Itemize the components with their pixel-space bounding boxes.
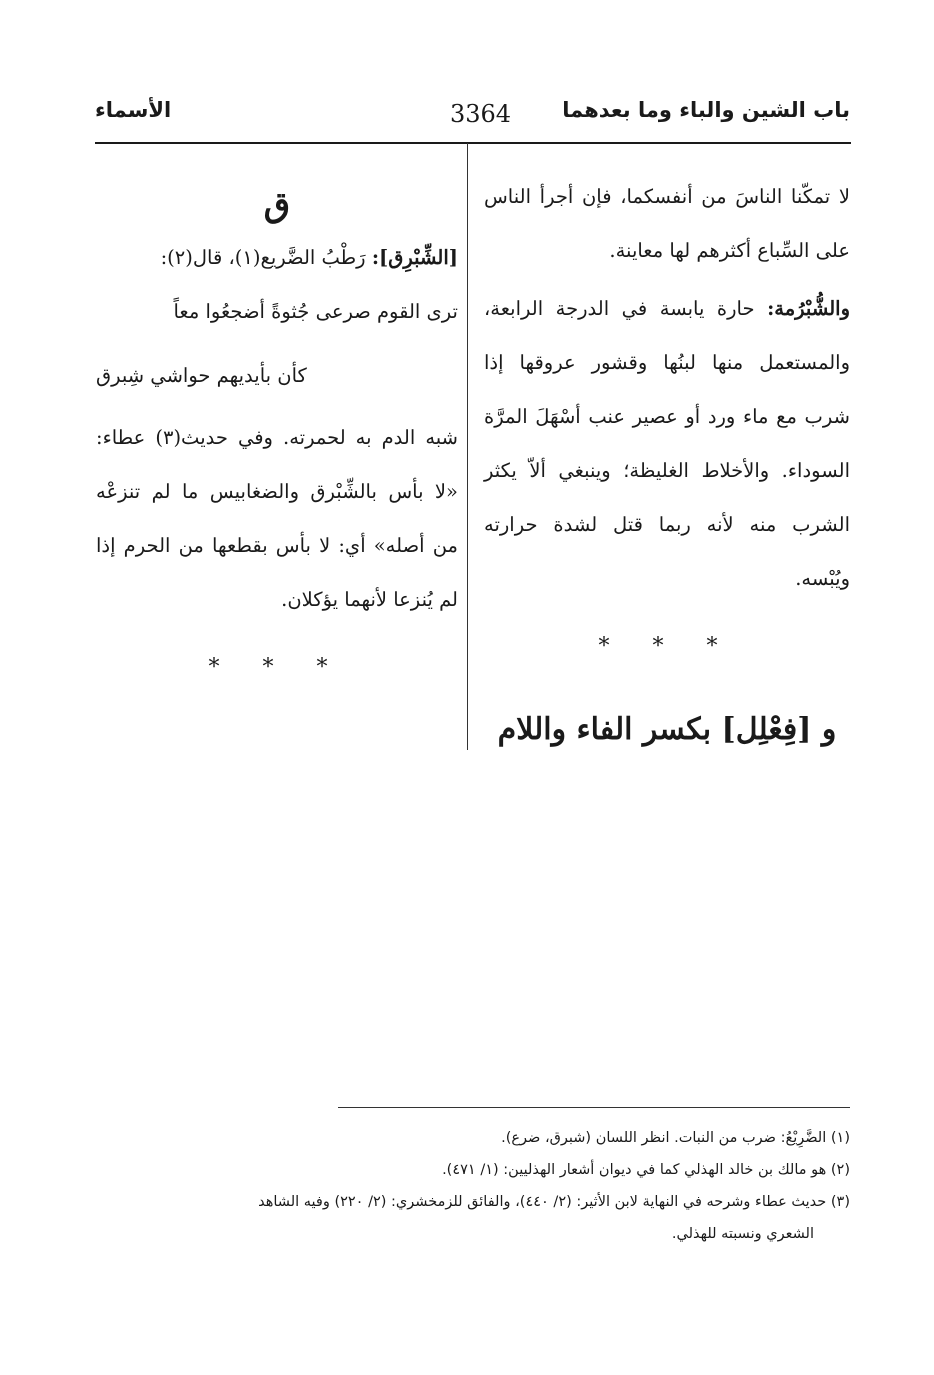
paragraph: شبه الدم به لحمرته. وفي حديث(٣) عطاء: «لا بأس بالشِّبْرق والضغابيس ما لم تنزعْه من أصله» أي: لا بأس بقطعها من الحرم إذا لم يُنزعا لأنهما يؤكلان. <box>96 426 458 611</box>
entry-term: [الشِّبْرِق]: <box>371 246 458 269</box>
section-heading: و [فِعْلِل] بكسر الفاء واللام <box>497 712 837 747</box>
entry-definition: رَطْبُ الضَّريع(١)، قال(٢): <box>160 246 372 269</box>
left-column <box>96 185 458 695</box>
section-title: الأسماء <box>95 98 172 122</box>
footnote-3-continued: الشعري ونسبته للهذلي. <box>671 1226 814 1242</box>
page-header <box>95 98 850 138</box>
entry-paragraph <box>96 231 458 285</box>
footnote-3: (٣) حديث عطاء وشرحه في النهاية لابن الأثير: (٢/ ٤٤٠)، والفائق للزمخشري: (٢/ ٢٢٠) وفيه الشاهد <box>258 1194 850 1210</box>
footnotes <box>96 1122 850 1250</box>
entry-term: والشُّبْرُمة: <box>767 297 850 320</box>
chapter-title: باب الشين والباء وما بعدهما <box>562 98 850 122</box>
verse-line-1: ترى القوم صرعى جُثوةً أضجعُوا معاً <box>173 300 458 323</box>
verse-line-2: كأن بأيديهم حواشي شِبرق <box>96 364 307 387</box>
footnote-1: (١) الضَّرِيْعُ: ضرب من النبات. انظر اللسان (شبرق، ضرع). <box>501 1130 850 1146</box>
letter-heading: ق <box>263 185 291 225</box>
header-divider <box>95 142 851 144</box>
entry-definition: حارة يابسة في الدرجة الرابعة، والمستعمل منها لبنُها وقشور عروقها إذا شرب مع ماء ورد أو عصير عنب أسْهَلَ المرَّة السوداء. والأخلاط الغليظة؛ وينبغي ألاّ يكثر الشرب منه لأنه ربما قتل لشدة حرارته ويُبْسه. <box>484 297 850 590</box>
section-separator: * * * <box>208 655 346 680</box>
column-divider <box>467 143 468 750</box>
paragraph: لا تمكّنا الناسَ من أنفسكما، فإن أجرأ الناس على السِّباع أكثرهم لها معاينة. <box>484 185 850 262</box>
footnote-2: (٢) هو مالك بن خالد الهذلي كما في ديوان أشعار الهذليين: (١/ ٤٧١). <box>442 1162 850 1178</box>
right-column <box>484 170 850 758</box>
page-number: 3364 <box>450 100 512 128</box>
section-separator: * * * <box>598 634 736 659</box>
footnote-divider <box>338 1107 850 1108</box>
entry-paragraph <box>484 282 850 606</box>
